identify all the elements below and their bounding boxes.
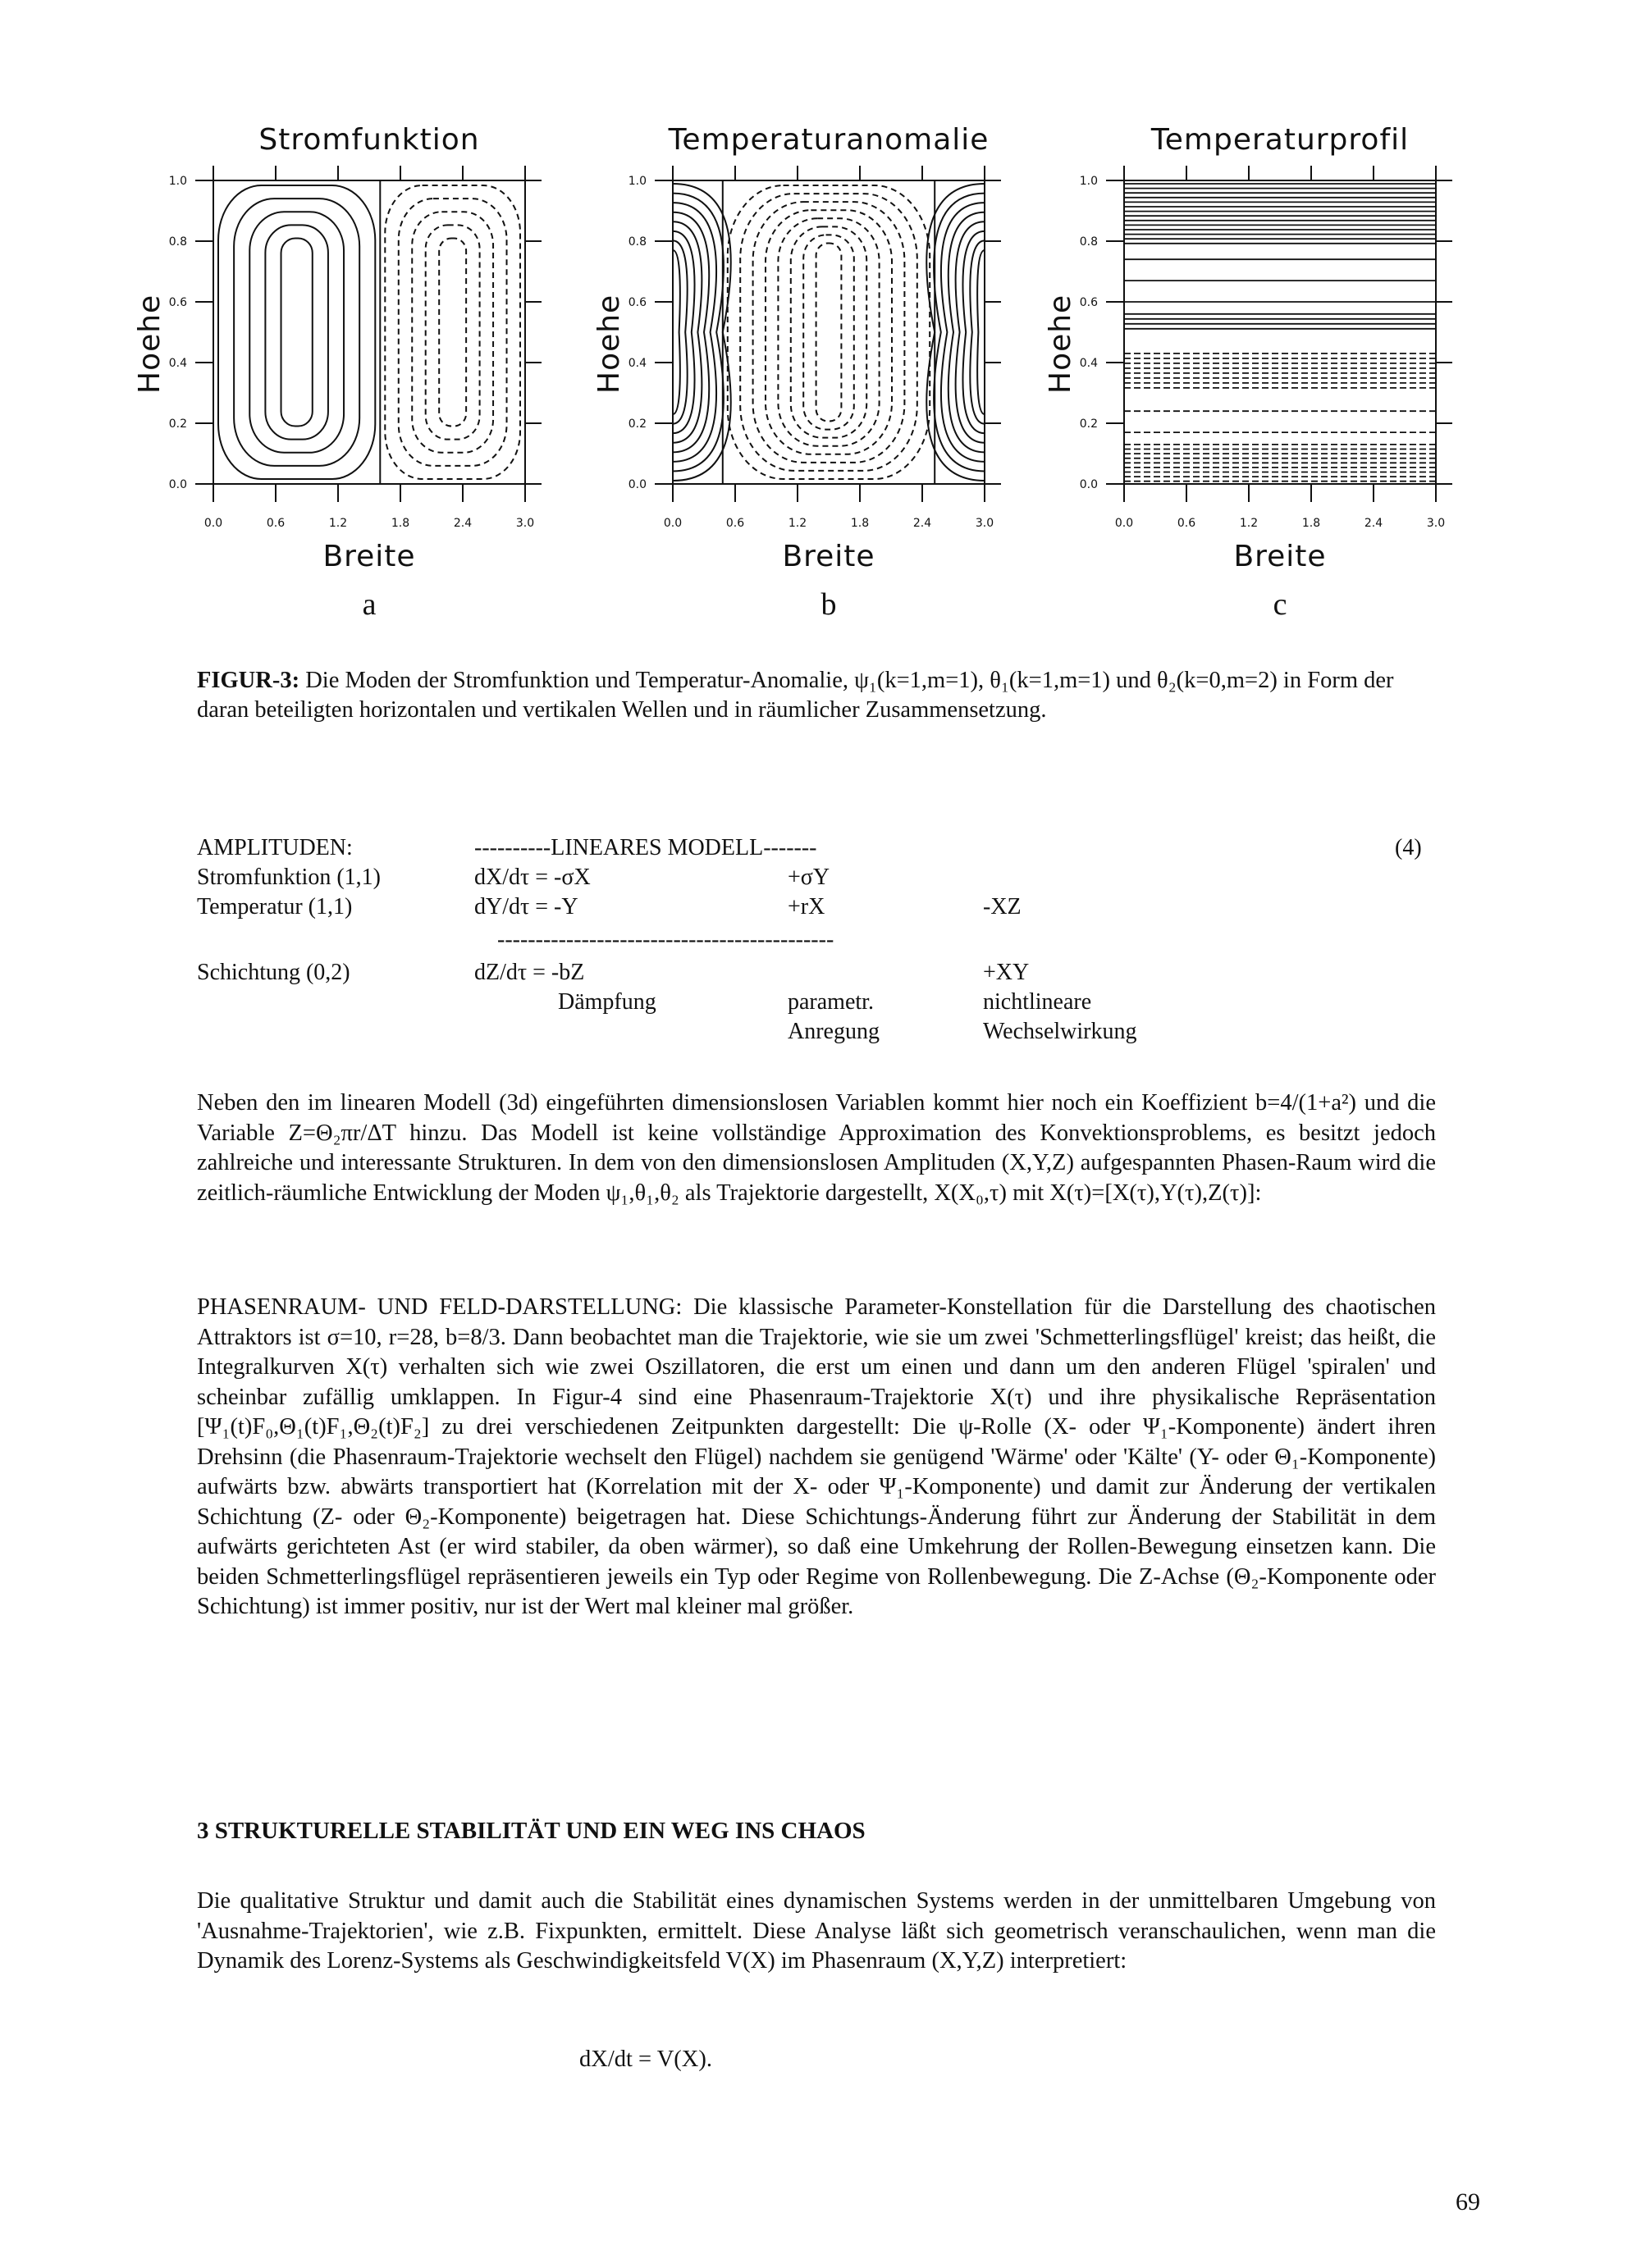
y-tick-label: 1.0 <box>628 175 647 188</box>
amplitudes-header: AMPLITUDEN: <box>197 835 353 860</box>
figure-title: Stromfunktion <box>258 123 480 157</box>
figure-plot <box>599 123 1058 533</box>
figure-letter: c <box>1273 587 1287 622</box>
contour-right <box>970 240 985 423</box>
model-title: ----------LINEARES MODELL------- <box>474 835 817 860</box>
x-tick-label: 1.2 <box>328 517 348 530</box>
y-tick-label: 1.0 <box>168 175 187 188</box>
contour-negative <box>778 218 879 445</box>
contour-positive <box>218 185 375 479</box>
x-tick-label: 0.6 <box>1177 517 1196 530</box>
figure-temperaturanomalie <box>592 123 1058 622</box>
y-tick-label: 0.6 <box>628 296 647 309</box>
contour-negative <box>791 226 866 437</box>
row3-equation: dZ/dτ = -bZ <box>474 960 585 985</box>
x-tick-label: 0.6 <box>266 517 286 530</box>
figure-title: Temperaturanomalie <box>668 123 990 157</box>
x-tick-label: 0.0 <box>203 517 223 530</box>
contour-right <box>977 250 985 414</box>
contour-left <box>673 250 680 414</box>
row1-equation: dX/dτ = -σX <box>474 865 591 890</box>
contour-left <box>673 231 695 433</box>
y-tick-label: 0.4 <box>628 357 647 370</box>
note-anregung: Anregung <box>788 1019 880 1044</box>
x-axis-label: Breite <box>322 540 416 573</box>
y-tick-label: 0.2 <box>628 418 647 431</box>
row1-term: +σY <box>788 865 830 890</box>
separator: -------------------------------------------- <box>497 927 834 952</box>
y-tick-label: 0.2 <box>168 418 187 431</box>
row3-label: Schichtung (0,2) <box>197 960 350 985</box>
y-tick-label: 0.4 <box>1079 357 1098 370</box>
row2-term: +rX <box>788 894 825 920</box>
contour-negative <box>728 185 930 479</box>
caption-label: FIGUR-3: <box>197 668 300 693</box>
contour-negative <box>439 238 466 426</box>
paragraph-3: Die qualitative Struktur und damit auch die Stabilität eines dynamischen Systems werden in der unmittelbaren Umgebung von 'Ausnahme-Trajektorien', wie z.B. Fixpunkten, ermittelt. Diese Analyse läßt sich geometrisch veranschaulichen, wenn man die Dynamik des Lorenz-Systems als Geschwindigkeitsfeld V(X) im Phasenraum (X,Y,Z) interpretiert: <box>197 1888 1436 1974</box>
contour-positive <box>249 212 344 453</box>
note-daempfung: Dämpfung <box>558 989 656 1015</box>
x-tick-label: 3.0 <box>515 517 535 530</box>
x-tick-label: 1.8 <box>850 517 870 530</box>
x-tick-label: 1.2 <box>1239 517 1259 530</box>
row2-equation: dY/dτ = -Y <box>474 894 578 920</box>
section-heading: 3 STRUKTURELLE STABILITÄT UND EIN WEG INS CHAOS <box>197 1818 866 1844</box>
figure-plot <box>1050 123 1510 533</box>
x-tick-label: 1.2 <box>788 517 807 530</box>
x-axis-label: Breite <box>782 540 875 573</box>
contour-negative <box>426 225 480 439</box>
figure-letter: b <box>820 587 837 622</box>
y-tick-label: 1.0 <box>1079 175 1098 188</box>
equation-number: (4) <box>1395 835 1422 860</box>
plot-frame <box>1124 180 1436 484</box>
paragraph-1: Neben den im linearen Modell (3d) eingeführten dimensionslosen Variablen kommt hier noch ein Koeffizient b=4/(1+a²) und die Variable Z=Θ₂πr/ΔT hinzu. Das Modell ist keine vollständige Approximation des Konvektionsproblems, es besitzt jedoch zahlreiche und interessante Strukturen. In dem von den dimensionslosen Amplituden (X,Y,Z) aufgespannten Phasen-Raum wird die zeitlich-räumliche Entwicklung der Moden ψ₁,θ₁,θ₂ als Trajektorie dargestellt, X(X₀,τ) mit X(τ)=[X(τ),Y(τ),Z(τ)]: <box>197 1090 1436 1206</box>
figure-caption <box>197 666 1436 725</box>
x-tick-label: 1.8 <box>1301 517 1321 530</box>
x-axis-label: Breite <box>1233 540 1327 573</box>
y-tick-label: 0.8 <box>168 235 187 249</box>
row2-nonlinear: -XZ <box>983 894 1022 920</box>
figure-stromfunktion <box>133 123 599 622</box>
note-wechselwirkung: Wechselwirkung <box>983 1019 1137 1044</box>
figure-title: Temperaturprofil <box>1150 123 1410 157</box>
plot-frame <box>673 180 985 484</box>
contour-negative <box>803 235 854 429</box>
figure-letter: a <box>362 587 377 622</box>
caption-text: Die Moden der Stromfunktion und Temperatur-Anomalie, ψ₁(k=1,m=1), θ₁(k=1,m=1) und θ₂(k=0,m=2) in Form der daran beteiligten horizontalen und vertikalen Wellen und in räumlicher Zusammensetzung. <box>197 668 1394 723</box>
row1-label: Stromfunktion (1,1) <box>197 865 381 890</box>
page-number: 69 <box>1456 2188 1480 2216</box>
y-tick-label: 0.0 <box>168 478 187 491</box>
equation: dX/dt = V(X). <box>579 2047 712 2072</box>
contour-left <box>673 240 688 423</box>
figure-plot <box>139 123 599 533</box>
y-tick-label: 0.0 <box>628 478 647 491</box>
y-tick-label: 0.2 <box>1079 418 1098 431</box>
y-tick-label: 0.8 <box>628 235 647 249</box>
y-axis-label: Hoehe <box>1044 294 1077 394</box>
plot-frame <box>213 180 525 484</box>
x-tick-label: 2.4 <box>1364 517 1383 530</box>
x-tick-label: 1.8 <box>391 517 410 530</box>
figure-temperaturprofil <box>1044 123 1510 622</box>
y-axis-label: Hoehe <box>592 294 626 394</box>
y-tick-label: 0.0 <box>1079 478 1098 491</box>
y-tick-label: 0.4 <box>168 357 187 370</box>
y-tick-label: 0.8 <box>1079 235 1098 249</box>
contour-positive <box>265 225 328 439</box>
x-tick-label: 2.4 <box>453 517 473 530</box>
note-nichtlineare: nichtlineare <box>983 989 1092 1015</box>
contour-negative <box>412 212 493 453</box>
x-tick-label: 0.0 <box>1114 517 1134 530</box>
y-tick-label: 0.6 <box>1079 296 1098 309</box>
x-tick-label: 0.6 <box>725 517 745 530</box>
row2-label: Temperatur (1,1) <box>197 894 353 920</box>
x-tick-label: 3.0 <box>1426 517 1446 530</box>
paragraph-2: PHASENRAUM- UND FELD-DARSTELLUNG: Die klassische Parameter-Konstellation für die Darstellung des chaotischen Attraktors ist σ=10, r=28, b=8/3. Dann beobachtet man die Trajektorie, wie sie um zwei 'Schmetterlingsflügel' kreist; das heißt, die Integralkurven X(τ) verhalten sich wie zwei Oszillatoren, die erst um einen und dann um den anderen Flügel 'spiralen' und scheinbar zufällig umklappen. In Figur-4 sind eine Phasenraum-Trajektorie X(τ) und ihre physikalische Repräsentation [Ψ₁(t)F₀,Θ₁(t)F₁,Θ₂(t)F₂] zu drei verschiedenen Zeitpunkten dargestellt: Die ψ-Rolle (X- oder Ψ₁-Komponente) ändert ihren Drehsinn (die Phasenraum-Trajektorie wechselt den Flügel) nachdem sie genügend 'Wärme' oder 'Kälte' (Y- oder Θ₁-Komponente) aufwärts bzw. abwärts transportiert hat (Korrelation mit der X- oder Ψ₁-Komponente) und damit zur Änderung der vertikalen Schichtung (Z- oder Θ₂-Komponente) beigetragen hat. Diese Schichtungs-Änderung führt zur Änderung der Stabilität in dem aufwärts gerichteten Ast (er wird stabiler, da oben wärmer), so daß eine Umkehrung der Rollen-Bewegung einsetzen kann. Die beiden Schmetterlingsflügel repräsentieren jeweils ein Typ oder Regime von Rollenbewegung. Die Z-Achse (Θ₂-Komponente oder Schichtung) ist immer positiv, nur ist der Wert mal kleiner mal größer. <box>197 1294 1436 1619</box>
contour-negative <box>753 202 905 463</box>
contour-negative <box>766 210 892 454</box>
x-tick-label: 3.0 <box>975 517 994 530</box>
contour-negative <box>816 243 842 421</box>
contour-positive <box>281 238 313 426</box>
x-tick-label: 2.4 <box>912 517 932 530</box>
note-parametr: parametr. <box>788 989 874 1015</box>
x-tick-label: 0.0 <box>663 517 683 530</box>
contour-negative <box>385 185 520 479</box>
y-tick-label: 0.6 <box>168 296 187 309</box>
y-axis-label: Hoehe <box>133 294 167 394</box>
row3-nonlinear: +XY <box>983 960 1030 985</box>
contour-right <box>962 231 985 433</box>
